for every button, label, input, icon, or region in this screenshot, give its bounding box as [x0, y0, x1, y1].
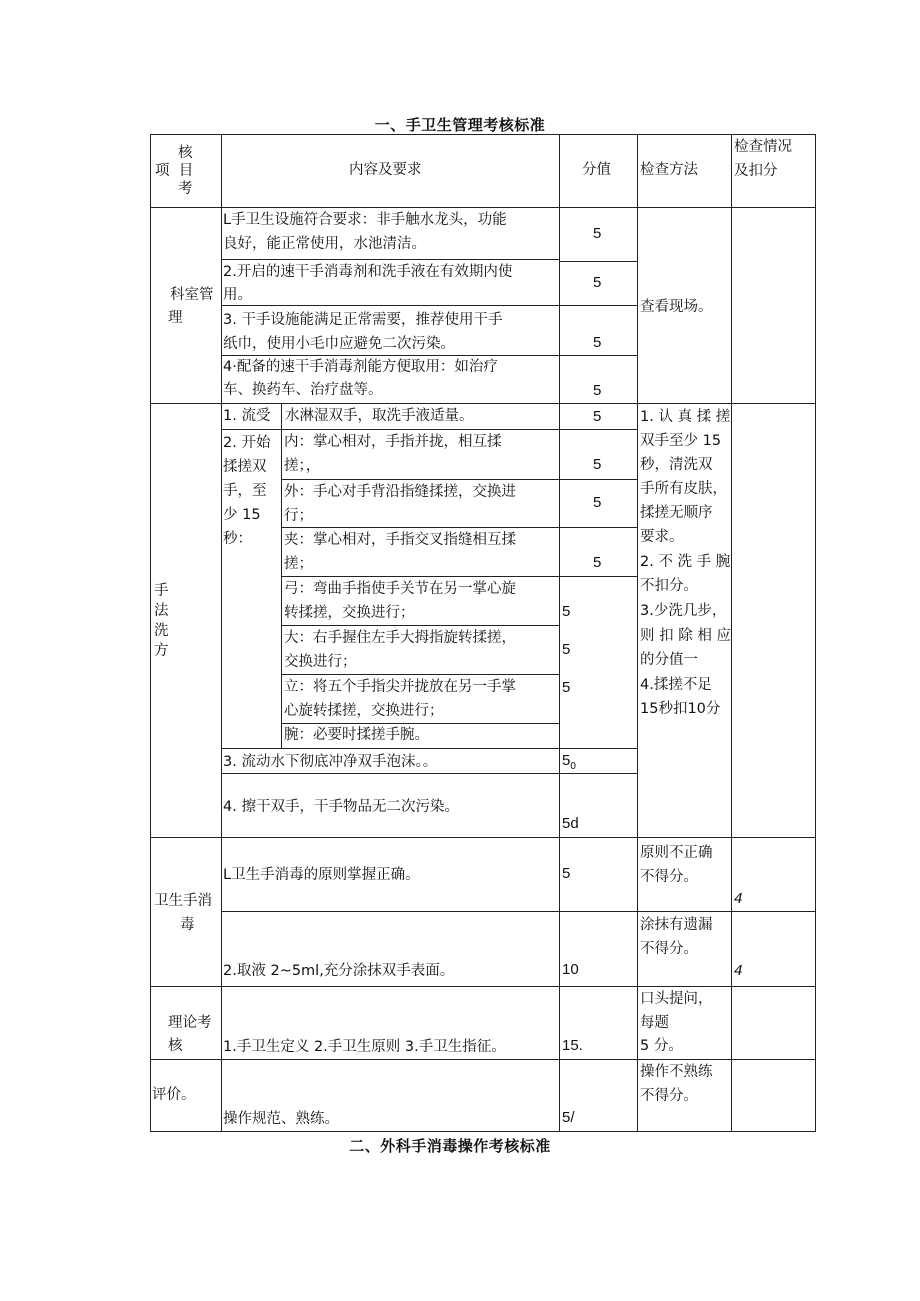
- wash-sub-1b: 搓；，: [284, 458, 321, 474]
- theory-method-1: 口头提问，: [640, 991, 713, 1007]
- table-line: [221, 911, 816, 912]
- wash-method-1: 1. 认 真 揉 搓: [640, 409, 731, 425]
- table-line: [221, 429, 637, 430]
- theory-method-2: 每题: [640, 1015, 669, 1031]
- table-line: [150, 986, 816, 987]
- header-method: 检查方法: [640, 162, 698, 178]
- dept-label-1: 科室管: [170, 287, 214, 303]
- wash-sub-3a: 夹：掌心相对，手指交叉指缝相互揉: [284, 532, 516, 548]
- wash-step2-2: 揉搓双: [223, 459, 267, 475]
- table-line: [281, 576, 637, 577]
- dept-item-2b: 用。: [223, 287, 252, 303]
- wash-label-2: 法: [154, 603, 169, 619]
- wash-step3: 3. 流动水下彻底冲净双手泡沫。。: [223, 754, 438, 770]
- eval-item: 操作规范、熟练。: [223, 1111, 339, 1127]
- wash-sub-6a: 立：将五个手指尖并拢放在另一手掌: [284, 679, 516, 695]
- wash-step1: 1. 流受: [223, 408, 271, 424]
- wash-label-4: 方: [154, 643, 169, 659]
- table-line: [637, 134, 638, 1132]
- wash-sub-5b: 交换进行；: [284, 654, 357, 670]
- wash-method-6: 要求。: [640, 529, 684, 545]
- wash-score-step4: 5d: [562, 815, 579, 832]
- wash-method-4: 手所有皮肤，: [640, 481, 727, 497]
- theory-label-2: 核: [168, 1038, 183, 1054]
- wash-sub-7: 腕：必要时揉搓手腕。: [284, 727, 429, 743]
- header-item-3: 考: [178, 181, 193, 197]
- wash-method-12: 4.揉搓不足: [640, 677, 712, 693]
- wash-score-step3-sub: 0: [570, 761, 576, 772]
- eval-label: 评价。: [152, 1087, 196, 1103]
- wash-score-2: 5: [593, 456, 602, 473]
- header-item-1: 核: [178, 145, 193, 161]
- wash-step4: 4. 擦干双手，干手物品无二次污染。: [223, 799, 459, 815]
- table-line: [150, 207, 816, 208]
- table-line: [815, 134, 816, 1132]
- table-line: [150, 837, 816, 838]
- wash-score-4: 5: [593, 554, 602, 571]
- wash-step2-4: 少 15: [223, 507, 261, 523]
- dept-item-4a: 4·配备的速干手消毒剂能方便取用：如治疗: [223, 359, 498, 375]
- wash-step2-5: 秒：: [223, 531, 252, 547]
- disinfect-result-2: 4: [734, 962, 743, 979]
- dept-item-1a: L手卫生设施符合要求：非手触水龙头，功能: [223, 212, 507, 228]
- wash-label-1: 手: [154, 583, 169, 599]
- disinfect-item-1: L卫生手消毒的原则掌握正确。: [223, 867, 420, 883]
- wash-sub-3b: 搓；: [284, 556, 313, 572]
- wash-sub-2a: 外：手心对手背沿指缝揉搓，交换进: [284, 484, 516, 500]
- table-line: [731, 134, 732, 1132]
- table-line: [150, 134, 151, 1132]
- disinfect-label-1: 卫生手消: [154, 893, 212, 909]
- wash-method-8: 不扣分。: [640, 578, 698, 594]
- wash-method-2: 双手至少 15: [640, 433, 722, 449]
- disinfect-method-1a: 原则不正确: [640, 845, 713, 861]
- wash-score-step3-main: 5: [562, 752, 571, 769]
- wash-label-3: 洗: [154, 623, 169, 639]
- table-line: [221, 134, 222, 1132]
- table-line: [559, 134, 560, 1132]
- wash-method-11: 的分值一: [640, 652, 698, 668]
- dept-item-4b: 车、换药车、治疗盘等。: [223, 382, 383, 398]
- wash-sub-5a: 大：右手握住左手大拇指旋转揉搓，: [284, 630, 516, 646]
- wash-sub-4b: 转揉搓，交换进行；: [284, 605, 415, 621]
- dept-item-3b: 纸巾，使用小毛巾应避免二次污染。: [223, 336, 455, 352]
- theory-label-1: 理论考: [168, 1015, 212, 1031]
- header-content: 内容及要求: [349, 162, 422, 178]
- theory-item: 1.手卫生定义 2.手卫生原则 3.手卫生指征。: [223, 1039, 506, 1055]
- wash-method-7: 2. 不 洗 手 腕: [640, 554, 731, 570]
- theory-score: 15.: [562, 1037, 583, 1054]
- eval-method-2: 不得分。: [640, 1088, 698, 1104]
- wash-method-10: 则 扣 除 相 应: [640, 628, 731, 644]
- wash-score-1: 5: [593, 408, 602, 425]
- wash-method-3: 秒，清洗双: [640, 457, 713, 473]
- wash-score-5: 5: [562, 603, 571, 620]
- disinfect-method-2a: 涂抹有遗漏: [640, 917, 713, 933]
- wash-method-13: 15秒扣10分: [640, 701, 721, 717]
- dept-item-3a: 3. 干手设施能满足正常需要，推荐使用干手: [223, 312, 503, 328]
- disinfect-method-1b: 不得分。: [640, 869, 698, 885]
- dept-item-1b: 良好，能正常使用，水池清洁。: [223, 236, 426, 252]
- eval-method-1: 操作不熟练: [640, 1064, 713, 1080]
- header-result-2: 及扣分: [734, 163, 778, 179]
- table-line: [150, 134, 816, 135]
- wash-step1-text: 水淋湿双手，取洗手液适量。: [285, 408, 474, 424]
- wash-score-step3: [562, 752, 576, 772]
- wash-score-3: 5: [593, 494, 602, 511]
- dept-score-4: 5: [593, 382, 602, 399]
- wash-sub-4a: 弓：弯曲手指使手关节在另一掌心旋: [284, 581, 516, 597]
- disinfect-item-2: 2.取液 2~5ml,充分涂抹双手表面。: [223, 963, 455, 979]
- section-title-2: 二、外科手消毒操作考核标准: [349, 1137, 551, 1155]
- header-item-2: 项 目: [155, 163, 194, 179]
- disinfect-label-2: 毒: [180, 917, 195, 933]
- dept-score-3: 5: [593, 334, 602, 351]
- dept-item-2a: 2.开启的速干手消毒剂和洗手液在有效期内使: [223, 264, 513, 280]
- table-line: [221, 748, 637, 749]
- table-line: [221, 305, 637, 306]
- wash-score-6: 5: [562, 641, 571, 658]
- wash-method-9: 3.少洗几步，: [640, 603, 727, 619]
- dept-label-2: 理: [168, 310, 183, 326]
- table-line: [281, 479, 637, 480]
- disinfect-score-2: 10: [562, 961, 579, 978]
- section-title-1: 一、手卫生管理考核标准: [374, 116, 546, 134]
- dept-method: 查看现场。: [640, 299, 713, 315]
- table-line: [221, 259, 559, 260]
- wash-step2-3: 手，至: [223, 483, 267, 499]
- dept-score-2: 5: [593, 274, 602, 291]
- disinfect-score-1: 5: [562, 865, 571, 882]
- header-result-1: 检查情况: [734, 139, 792, 155]
- table-line: [150, 403, 816, 404]
- wash-sub-2b: 行；: [284, 508, 313, 524]
- wash-method-5: 揉搓无顺序: [640, 505, 713, 521]
- dept-score-1: 5: [593, 225, 602, 242]
- eval-score: 5/: [562, 1109, 575, 1126]
- wash-score-7: 5: [562, 679, 571, 696]
- disinfect-result-1: 4: [734, 890, 743, 907]
- header-score: 分值: [582, 162, 611, 178]
- table-line: [281, 527, 637, 528]
- table-line: [559, 261, 637, 262]
- wash-sub-1a: 内：掌心相对，手指并拢，相互揉: [284, 434, 502, 450]
- wash-sub-6b: 心旋转揉搓，交换进行；: [284, 703, 444, 719]
- theory-method-3: 5 分。: [640, 1038, 683, 1054]
- wash-step2-1: 2. 开始: [223, 435, 271, 451]
- disinfect-method-2b: 不得分。: [640, 941, 698, 957]
